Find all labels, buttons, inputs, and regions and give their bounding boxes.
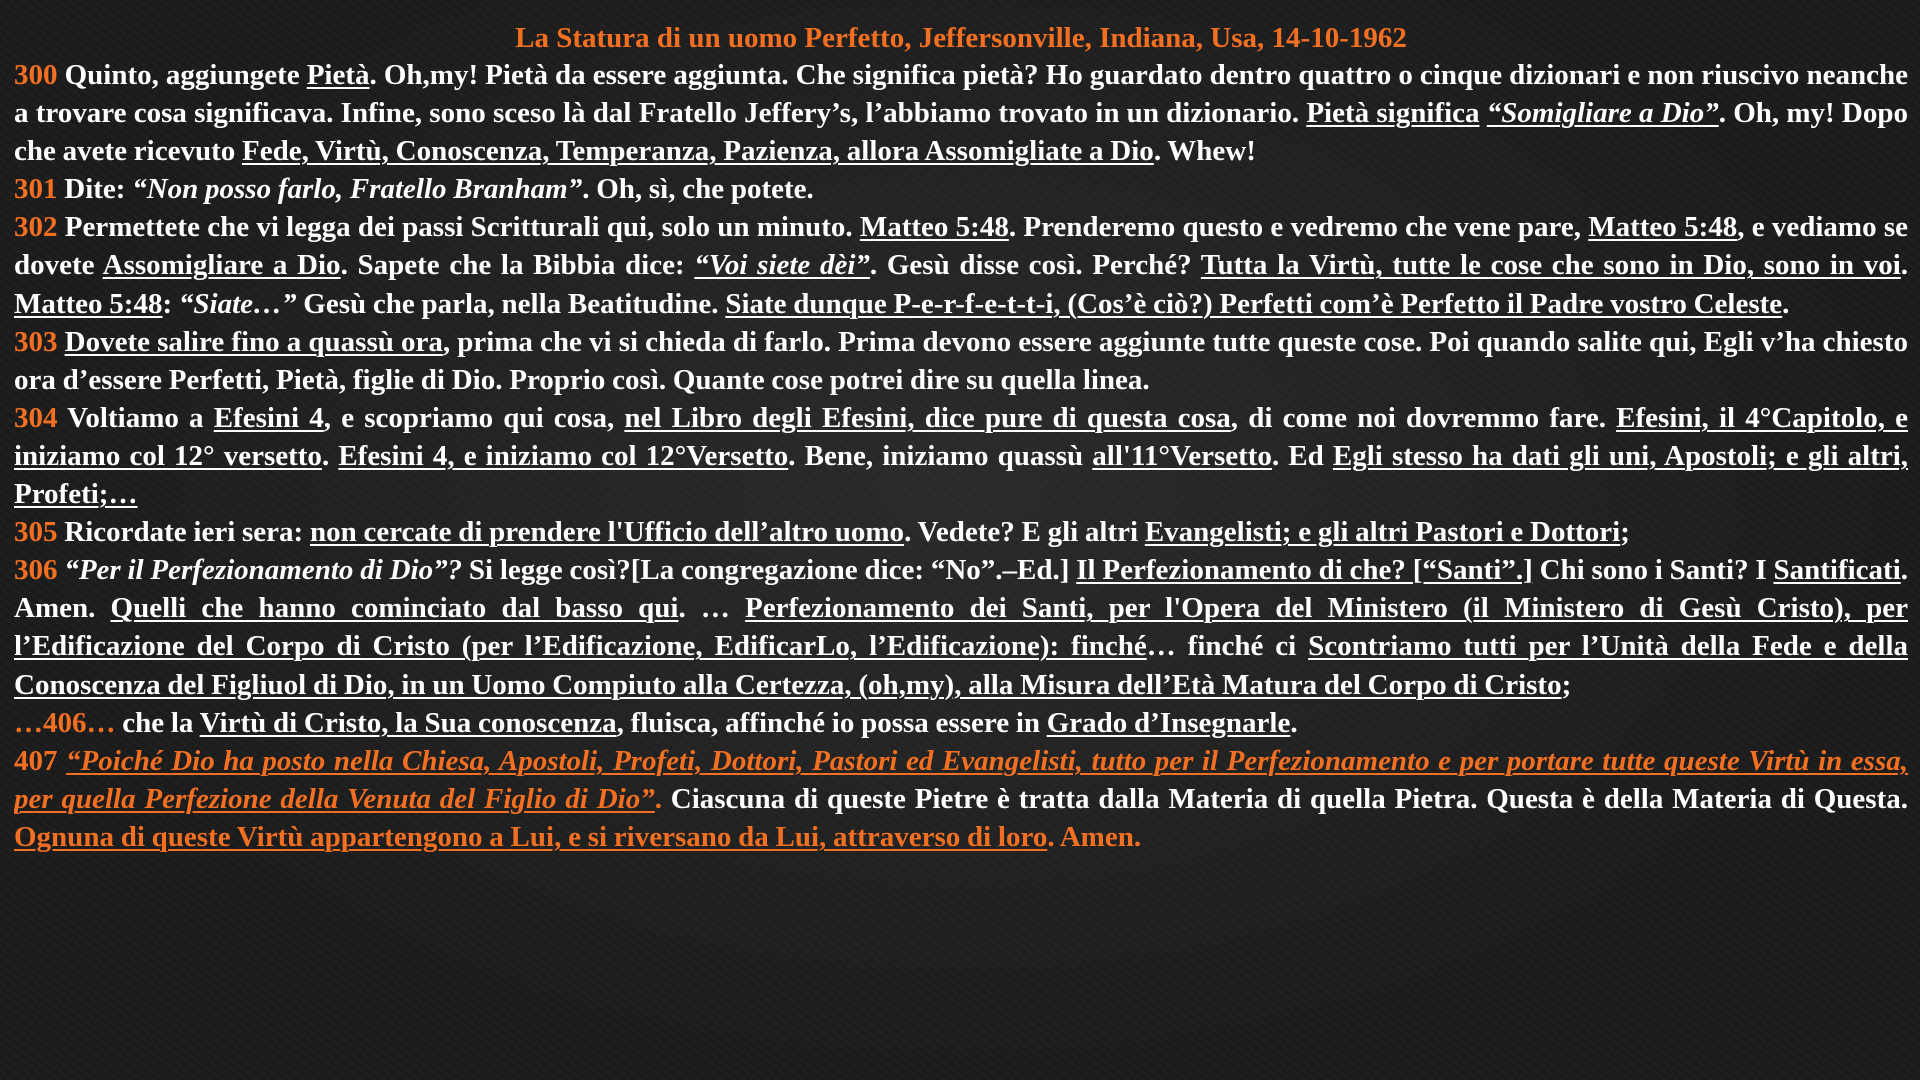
text-run: . Oh, my! Dopo che avete ricevuto [14, 97, 1908, 168]
quoted-text: “Non posso farlo, Fratello Branham” [132, 173, 583, 206]
paragraph [14, 742, 1908, 856]
underlined-text: “Poiché Dio ha posto nella Chiesa, Apostoli, Profeti, Dottori, Pastori ed Evangelisti, tutto per il Perfezionamento e per portare tutte queste Virtù in essa, per quella Perfezione della Venuta del Figlio di Dio” [14, 744, 1908, 815]
paragraph [14, 551, 1908, 703]
underlined-text: Tutta la Virtù, tutte le cose che sono in Dio, sono in voi [1200, 249, 1901, 282]
underlined-text: Matteo 5:48 [1588, 211, 1738, 244]
text-run: . Gesù disse così. Perché? [869, 249, 1201, 282]
paragraph [14, 399, 1908, 513]
quoted-text: “Per il Perfezionamento di Dio”? [64, 554, 463, 587]
text-run: … finché ci [1146, 630, 1309, 663]
paragraph-number: …406… [14, 706, 116, 739]
text-run: Ciascuna di queste Pietre è tratta dalla Materia di quella Pietra. Questa è della Materia di Questa. [661, 782, 1908, 815]
paragraph [14, 323, 1908, 399]
text-run: : [162, 287, 179, 320]
underlined-text: “Voi siete dèi” [694, 249, 870, 282]
text-run: Gesù che parla, nella Beatitudine. [296, 287, 726, 320]
paragraph [14, 208, 1908, 322]
underlined-text: Efesini, il 4°Capitolo, e iniziamo col 12° versetto [14, 401, 1908, 472]
paragraph-number: 304 [14, 401, 58, 434]
underlined-text: Egli stesso ha dati gli uni, Apostoli; e gli altri, Profeti;… [14, 439, 1908, 511]
underlined-text: Grado d’Insegnarle [1046, 706, 1291, 739]
text-run: , e vediamo se dovete [14, 211, 1908, 282]
text-run: . Bene, iniziamo quassù [788, 439, 1093, 472]
text-run: . Oh, sì, che potete. [582, 173, 814, 206]
underlined-text: Perfezionamento dei Santi, per l'Opera del Ministero (il Ministero di Gesù Cristo), per l’Edificazione del Corpo di Cristo (per l’Edificazione, EdificarLo, l’Edificazione): finché [14, 592, 1908, 663]
paragraph-number: 407 [14, 744, 58, 777]
paragraph-number: 301 [14, 173, 58, 206]
paragraph-number: 302 [14, 211, 58, 244]
underlined-text: Scontriamo tutti per l’Unità della Fede e della Conoscenza del Figliuol di Dio, in un Uomo Compiuto alla Certezza, (oh,my), alla Misura dell’Età Matura del Corpo di Cristo [14, 630, 1908, 701]
paragraph [14, 704, 1908, 742]
text-run: Voltiamo a [57, 401, 214, 434]
text-run: . Ed [1271, 439, 1333, 472]
paragraph-number: 300 [14, 59, 58, 91]
underlined-text: Fede, Virtù, Conoscenza, Temperanza, Pazienza, allora Assomigliate a Dio [241, 135, 1154, 168]
text-run: Permettete che vi legga dei passi Scritturali qui, solo un minuto. [57, 211, 860, 244]
text-run: ; [1561, 668, 1572, 701]
text-run: Dite: [57, 173, 133, 206]
underlined-text: Ognuna di queste Virtù appartengono a Lui, e si riversano da Lui, attraverso di loro [14, 820, 1048, 853]
page-title: La Statura di un uomo Perfetto, Jeffersonville, Indiana, Usa, 14-10-1962 [515, 22, 1407, 54]
text-run: . Sapete che la Bibbia dice: [340, 249, 695, 282]
paragraph [14, 513, 1908, 551]
underlined-text: Matteo 5:48 [859, 211, 1009, 244]
slide [14, 20, 1908, 1070]
underlined-text: Evangelisti; e gli altri Pastori e Dottori [1144, 516, 1621, 549]
underlined-text: nel Libro degli Efesini, dice pure di questa cosa [624, 401, 1231, 434]
text-run: che la [115, 706, 200, 739]
text-run: . Vedete? E gli altri [904, 516, 1145, 549]
text-run: , di come noi dovremmo fare. [1230, 401, 1617, 434]
underlined-text: Il Perfezionamento di che? [“Santi”.] [1076, 554, 1533, 587]
text-run: . Prenderemo questo e vedremo che vene pare, [1008, 211, 1589, 244]
paragraph [14, 170, 1908, 208]
underlined-text: Pietà significa [1306, 97, 1480, 130]
text-run: Chi sono i Santi? I [1532, 554, 1774, 587]
text-run: Ricordate ieri sera: [57, 516, 310, 549]
text-run [1480, 97, 1487, 129]
underlined-text: Siate dunque P-e-r-f-e-t-t-i, (Cos’è ciò?) Perfetti com’è Perfetto il Padre vostro Celeste [725, 287, 1783, 320]
text-run [58, 745, 67, 777]
underlined-text: all'11°Versetto [1092, 439, 1272, 472]
text-run: , e scopriamo qui cosa, [323, 401, 625, 434]
underlined-text: Efesini 4, e iniziamo col 12°Versetto [338, 439, 789, 472]
paragraph-number: 306 [14, 554, 58, 587]
underlined-text: Pietà [306, 59, 370, 91]
text-run: . [1290, 706, 1298, 739]
underlined-text: Quelli che hanno cominciato dal basso qui [110, 592, 679, 625]
underlined-text: Virtù di Cristo, la Sua conoscenza [199, 706, 617, 739]
underlined-text: Assomigliare a Dio [102, 249, 341, 282]
underlined-text: Dovete salire fino a quassù ora [64, 325, 443, 358]
text-run [58, 326, 65, 358]
text-run: . Whew! [1153, 135, 1256, 168]
paragraph-list [14, 56, 1908, 856]
underlined-text: “Somigliare a Dio” [1486, 97, 1719, 130]
underlined-text: Matteo 5:48 [14, 287, 163, 320]
text-run: . Amen. [14, 554, 1908, 625]
text-run: , fluisca, affinché io possa essere in [616, 706, 1047, 739]
text-run: ; [1620, 516, 1630, 549]
paragraph-number: 305 [14, 516, 58, 549]
text-run: . Oh,my! Pietà da essere aggiunta. Che significa pietà? Ho guardato dentro quattro o cinque dizionari e non riuscivo neanche a trovare cosa significava. Infine, sono sceso là dal Fratello Jeffery’s, l’abbiamo trovato in un dizionario. [14, 59, 1908, 130]
text-run: . … [678, 592, 746, 625]
text-run: . [1782, 287, 1790, 320]
text-run: . [1900, 249, 1908, 282]
paragraph [14, 56, 1908, 170]
underlined-text: Santificati [1773, 554, 1901, 587]
underlined-text: non cercate di prendere l'Ufficio dell’altro uomo [309, 516, 905, 549]
text-run: Si legge così?[La congregazione dice: “No”.–Ed.] [462, 554, 1077, 587]
text-run: Quinto, aggiungete [57, 59, 307, 91]
paragraph-number: 303 [14, 325, 58, 358]
text-run: . [654, 782, 662, 815]
underlined-text: Efesini 4 [213, 401, 324, 434]
text-run: . Amen. [1047, 820, 1142, 853]
text-run: . [321, 439, 339, 472]
text-run: , prima che vi si chieda di farlo. Prima devono essere aggiunte tutte queste cose. Poi quando salite qui, Egli v’ha chiesto ora d’essere Perfetti, Pietà, figlie di Dio. Proprio così. Quante cose potrei dire su quella linea. [14, 325, 1908, 396]
quoted-text: “Siate…” [178, 287, 297, 320]
